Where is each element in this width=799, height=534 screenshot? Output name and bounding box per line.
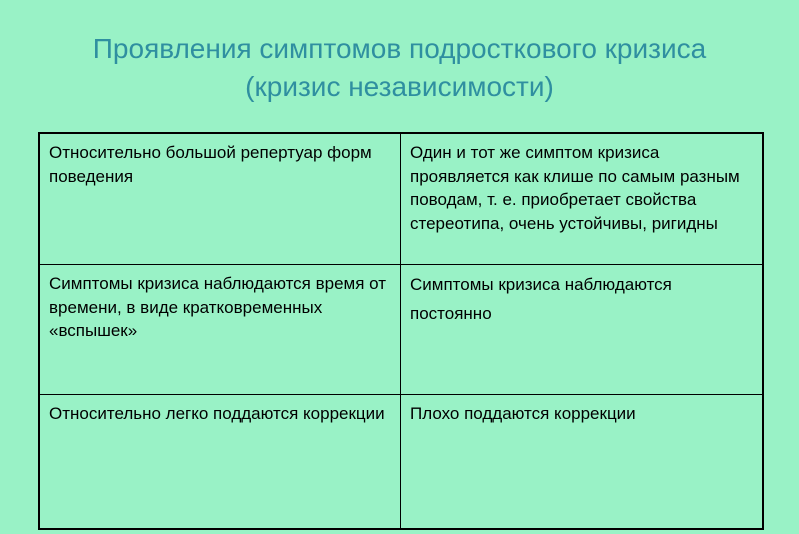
table-cell-right: Симптомы кризиса наблюдаются постоянно (410, 275, 672, 323)
table-cell-right: Плохо поддаются коррекции (410, 404, 636, 423)
table-cell-left: Относительно легко поддаются коррекции (40, 395, 401, 530)
comparison-table (38, 132, 764, 530)
table-cell-left: Относительно большой репертуар форм поведения (40, 134, 401, 264)
table-row (40, 134, 762, 265)
title-line-2: (кризис независимости) (245, 71, 554, 102)
table-cell-right: Один и тот же симптом кризиса проявляется как клише по самым разным поводам, т. е. приобретает свойства стереотипа, очень устойчивы, ригидны (410, 143, 740, 233)
slide-title (0, 30, 799, 106)
table-row (40, 265, 762, 395)
title-line-1: Проявления симптомов подросткового кризиса (92, 33, 707, 64)
table-cell-left: Симптомы кризиса наблюдаются время от времени, в виде кратковременных «вспышек» (40, 265, 401, 394)
table-row (40, 395, 762, 530)
